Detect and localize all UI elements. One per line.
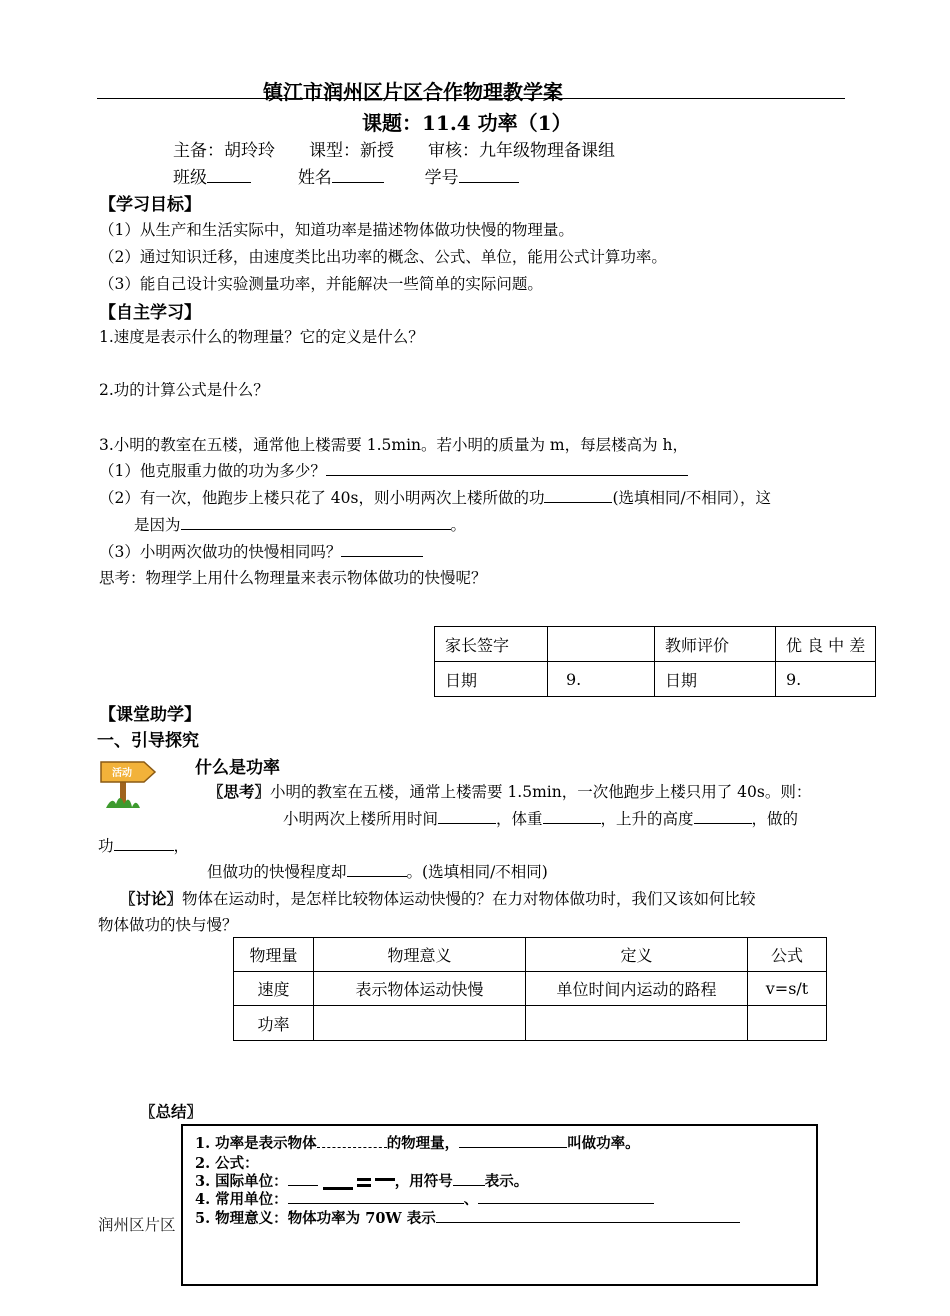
- question-3: 3.小明的教室在五楼，通常他上楼需要 1.5min。若小明的质量为 m，每层楼高为 h，: [99, 436, 689, 454]
- answer-blank[interactable]: [544, 487, 612, 504]
- header-rule: [97, 98, 845, 99]
- answer-blank[interactable]: [288, 1189, 464, 1205]
- class-blank[interactable]: [207, 165, 251, 183]
- question-1: 1.速度是表示什么的物理量？它的定义是什么？: [99, 328, 424, 346]
- table-cell[interactable]: [748, 1006, 827, 1041]
- self-study-heading: 【自主学习】: [99, 303, 201, 323]
- school-title: 镇江市润州区片区合作物理教学案: [263, 80, 563, 104]
- think-line-2: 小明两次上楼所用时间 ，体重 ，上升的高度 ，做的: [283, 807, 798, 829]
- summary-box: [181, 1124, 818, 1286]
- table-row: [234, 972, 827, 1006]
- summary-item-3: 3. 国际单位： ，用符号 表示。: [195, 1170, 528, 1191]
- table-cell: v=s/t: [748, 972, 827, 1006]
- meta-line: 主备：胡玲玲 课型：新授 审核：九年级物理备课组: [173, 141, 615, 161]
- question-3-2-reason: 是因为 。: [134, 513, 466, 535]
- answer-blank[interactable]: [436, 1208, 740, 1224]
- discuss-prompt: 〖讨论〗物体在运动时，是怎样比较物体运动快慢的？在力对物体做功时，我们又该如何比较: [120, 889, 756, 908]
- summary-label: 〖总结〗: [140, 1102, 203, 1121]
- summary-item-4: 4. 常用单位： 、: [195, 1188, 654, 1209]
- date-value-2[interactable]: 9.: [776, 662, 876, 697]
- answer-blank[interactable]: [453, 1171, 485, 1187]
- objectives-heading: 【学习目标】: [99, 195, 201, 215]
- think-prompt: 〖思考〗小明的教室在五楼，通常上楼需要 1.5min，一次他跑步上楼只用了 40s。则：: [208, 782, 812, 801]
- class-label: 班级: [173, 168, 207, 188]
- table-cell: 单位时间内运动的路程: [526, 972, 748, 1006]
- answer-blank[interactable]: [347, 861, 407, 878]
- table-cell[interactable]: [526, 1006, 748, 1041]
- table-cell: 速度: [234, 972, 314, 1006]
- think-line-3: 功 ，: [98, 834, 189, 856]
- number-label: 学号: [424, 168, 459, 188]
- lesson-title: 课题：11.4 功率（1）: [362, 111, 572, 135]
- answer-blank[interactable]: [341, 541, 423, 558]
- question-2: 2.功的计算公式是什么？: [99, 381, 269, 399]
- discuss-line-2: 物体做功的快与慢？: [98, 916, 238, 934]
- compare-table: [233, 937, 827, 1041]
- question-3-3: （3）小明两次做功的快慢相同吗？: [99, 540, 423, 562]
- answer-blank[interactable]: [317, 1133, 387, 1149]
- table-header: 公式: [748, 938, 827, 972]
- answer-blank[interactable]: [438, 808, 496, 825]
- summary-item-5: 5. 物理意义：物体功率为 70W 表示: [195, 1207, 740, 1228]
- parent-sign-cell[interactable]: [548, 627, 655, 662]
- date-value[interactable]: 9.: [548, 662, 655, 697]
- classroom-heading: 【课堂助学】: [99, 705, 201, 725]
- answer-blank[interactable]: [459, 1133, 567, 1149]
- answer-blank[interactable]: [694, 808, 752, 825]
- answer-blank[interactable]: [326, 460, 688, 477]
- table-cell: 功率: [234, 1006, 314, 1041]
- answer-blank[interactable]: [543, 808, 601, 825]
- table-header: 定义: [526, 938, 748, 972]
- table-cell: 表示物体运动快慢: [314, 972, 526, 1006]
- footer-text: 润州区片区: [98, 1216, 176, 1234]
- answer-blank[interactable]: [181, 514, 451, 531]
- name-blank[interactable]: [332, 165, 384, 183]
- name-label: 姓名: [297, 168, 332, 188]
- objective-item: （1）从生产和生活实际中，知道功率是描述物体做功快慢的物理量。: [99, 221, 574, 239]
- think-question: 思考：物理学上用什么物理量来表示物体做功的快慢呢？: [99, 569, 487, 587]
- objective-item: （3）能自己设计实验测量功率，并能解决一些简单的实际问题。: [99, 275, 543, 293]
- number-blank[interactable]: [459, 165, 519, 183]
- summary-item-1: 1. 功率是表示物体 的物理量， 叫做功率。: [195, 1132, 640, 1153]
- grade-options[interactable]: 优 良 中 差: [776, 627, 876, 662]
- table-header: 物理意义: [314, 938, 526, 972]
- parent-sign-label: 家长签字: [435, 627, 548, 662]
- question-3-2: （2）有一次，他跑步上楼只花了 40s，则小明两次上楼所做的功 (选填相同/不相同），这: [99, 486, 771, 508]
- answer-blank[interactable]: [478, 1189, 654, 1205]
- student-info-line: [173, 163, 519, 188]
- date-label: 日期: [435, 662, 548, 697]
- objective-item: （2）通过知识迁移，由速度类比出功率的概念、公式、单位，能用公式计算功率。: [99, 248, 667, 266]
- summary-item-2: 2. 公式：: [195, 1155, 259, 1172]
- answer-blank[interactable]: [288, 1171, 318, 1187]
- date-label-2: 日期: [655, 662, 776, 697]
- section-guided-inquiry: 一、引导探究: [97, 731, 199, 751]
- think-line-4: 但做功的快慢程度却 。(选填相同/不相同): [207, 860, 548, 882]
- answer-blank[interactable]: [114, 835, 174, 852]
- table-header: 物理量: [234, 938, 314, 972]
- table-cell[interactable]: [314, 1006, 526, 1041]
- subtitle-what-is-power: 什么是功率: [195, 758, 280, 778]
- sign-table: [434, 626, 876, 697]
- activity-sign-label: 活动: [112, 768, 132, 779]
- table-row: [234, 1006, 827, 1041]
- activity-signpost-icon: [98, 752, 158, 812]
- question-3-1: （1）他克服重力做的功为多少？: [99, 459, 688, 481]
- teacher-eval-label: 教师评价: [655, 627, 776, 662]
